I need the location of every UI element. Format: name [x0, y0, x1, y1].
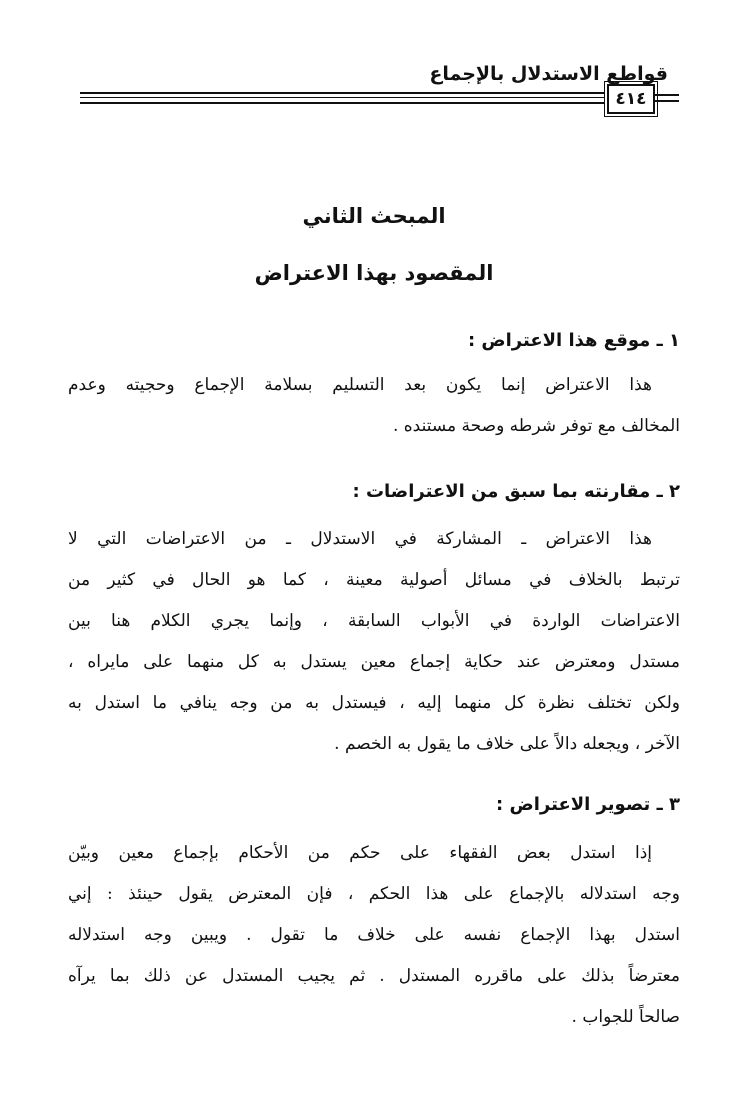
- header-rule-top: [80, 92, 605, 94]
- paragraph-line: هذا الاعتراض إنما يكون بعد التسليم بسلامة الإجماع وحجيته وعدم: [68, 375, 652, 395]
- page-number: ٤١٤: [607, 84, 655, 114]
- section-title: ٣ ـ تصوير الاعتراض :: [496, 794, 680, 815]
- header-rule-middle: [80, 97, 605, 98]
- paragraph-line: ولكن تختلف نظرة كل منهما إليه ، فيستدل به من وجه ينافي ما استدل به: [68, 693, 680, 713]
- paragraph-line: الاعتراضات الواردة في الأبواب السابقة ، وإنما يجري الكلام هنا بين: [68, 611, 680, 631]
- paragraph-line: ترتبط بالخلاف في مسائل أصولية معينة ، كما هو الحال في كثير من: [68, 570, 680, 590]
- running-header-title: قواطع الاستدلال بالإجماع: [429, 63, 668, 85]
- header-rule-right-top: [655, 94, 679, 96]
- paragraph-line: استدل بهذا الإجماع نفسه على خلاف ما تقول . ويبين وجه استدلاله: [68, 925, 680, 945]
- header-rule-bottom: [80, 102, 605, 104]
- section-title: ١ ـ موقع هذا الاعتراض :: [467, 330, 680, 351]
- paragraph-line: صالحاً للجواب .: [571, 1007, 680, 1027]
- section-title: ٢ ـ مقارنته بما سبق من الاعتراضات :: [352, 481, 680, 502]
- header-rule-right-bottom: [655, 100, 679, 102]
- paragraph-line: وجه استدلاله بالإجماع على هذا الحكم ، فإن المعترض يقول حينئذ : إني: [68, 884, 680, 904]
- paragraph-line: الآخر ، ويجعله دالاً على خلاف ما يقول به الخصم .: [334, 734, 680, 754]
- paragraph-line: المخالف مع توفر شرطه وصحة مستنده .: [392, 416, 680, 436]
- paragraph-line: مستدل ومعترض عند حكاية إجماع معين يستدل به كل منهما على مايراه ،: [68, 652, 680, 672]
- chapter-subtitle: المقصود بهذا الاعتراض: [254, 261, 494, 285]
- paragraph-line: هذا الاعتراض ـ المشاركة في الاستدلال ـ من الاعتراضات التي لا: [68, 529, 652, 549]
- paragraph-line: معترضاً بذلك على ماقرره المستدل . ثم يجيب المستدل عن ذلك بما يرآه: [68, 966, 680, 986]
- chapter-heading: المبحث الثاني: [302, 204, 446, 228]
- paragraph-line: إذا استدل بعض الفقهاء على حكم من الأحكام بإجماع معين وبيّن: [68, 843, 652, 863]
